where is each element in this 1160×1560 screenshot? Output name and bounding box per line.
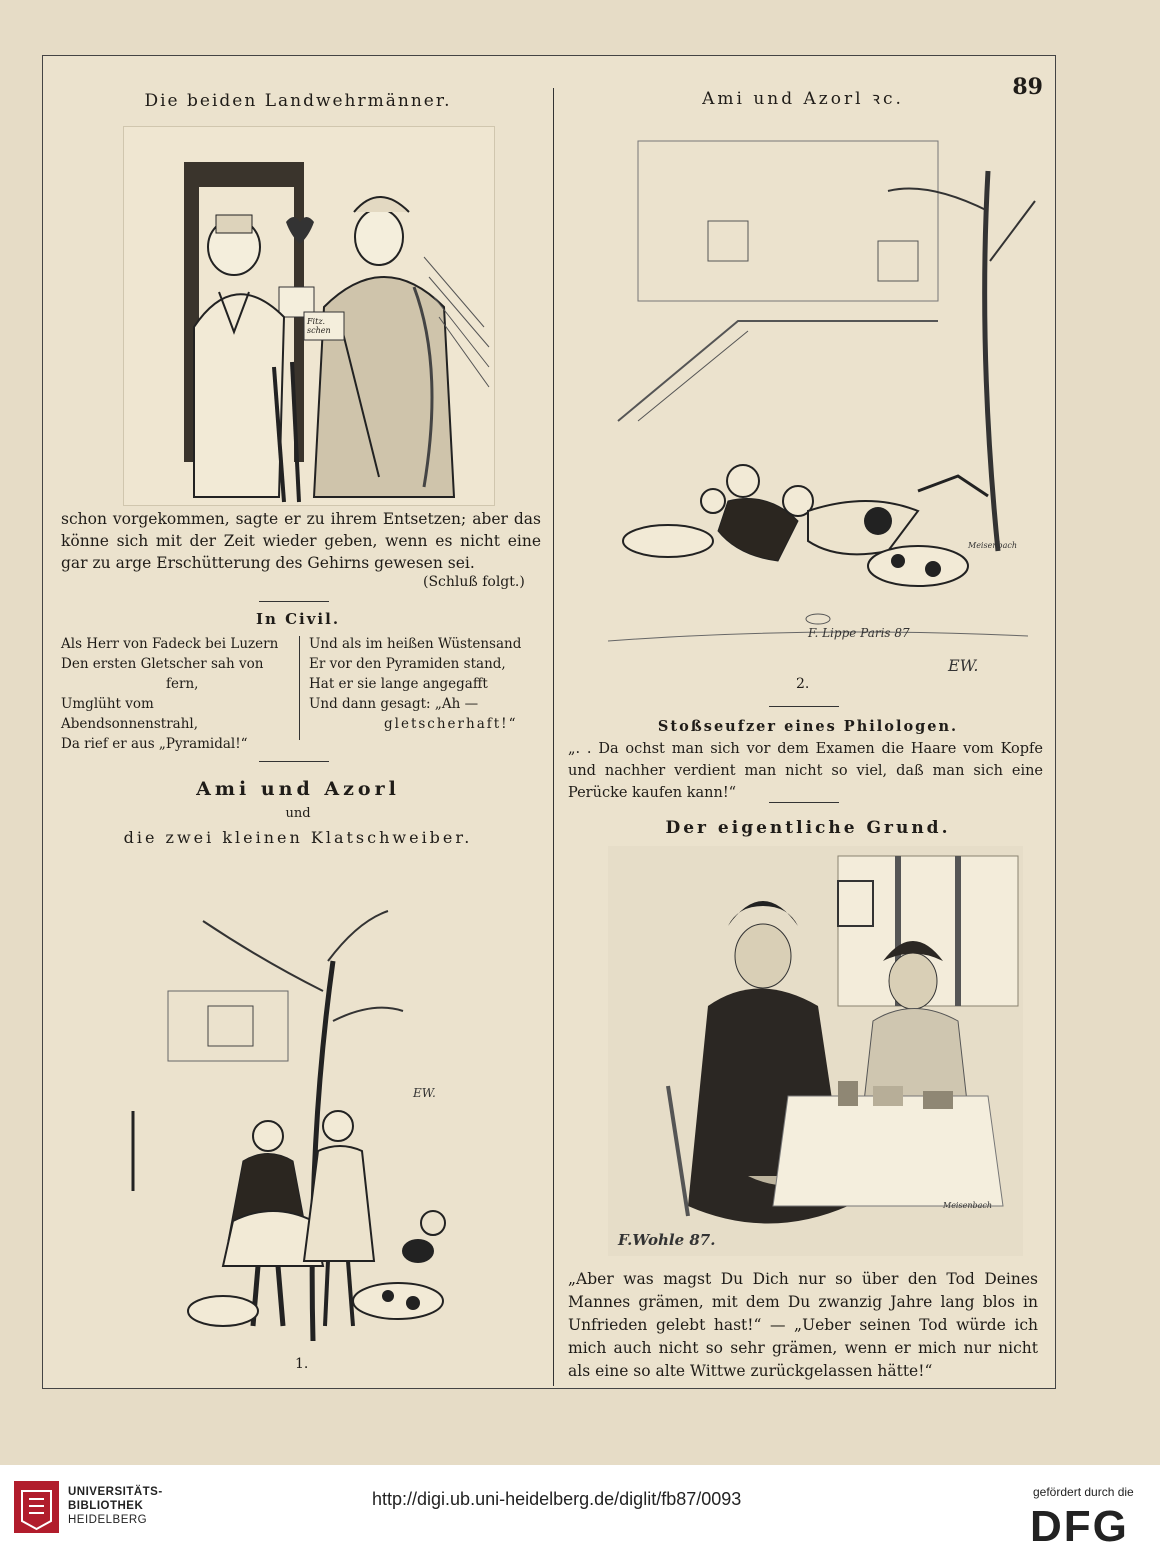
illustration-title-landwehr: Die beiden Landwehrmänner. [144, 91, 452, 111]
story-ending-paragraph: schon vorgekommen, sagte er zu ihrem Entsetzen; aber das könne sich mit der Zeit wieder geben, wenn es nicht eine gar zu arge Erschütterung des Gehirns gewesen sei. [61, 510, 541, 572]
column-divider [553, 88, 554, 1386]
reason-title: Der eigentliche Grund. [665, 818, 951, 838]
page-frame [42, 55, 1056, 1389]
illustration-1-girls [113, 871, 493, 1341]
ub-name-block [68, 1485, 163, 1527]
ami-azorl-and: und [285, 806, 311, 821]
poem-line: Umglüht vom Abendsonnenstrahl, [61, 696, 199, 732]
poem-divider [299, 636, 300, 740]
illustration-landwehrmaenner [123, 126, 495, 506]
section-rule-1 [259, 601, 329, 602]
viewer-footer [0, 1465, 1160, 1560]
landwehr-drawing [124, 127, 494, 505]
illustration-2-garden [578, 121, 1038, 675]
to-be-continued-note: (Schluß folgt.) [423, 574, 525, 590]
dfg-logo[interactable]: DFG [1030, 1502, 1129, 1551]
ub-line-2: BIBLIOTHEK [68, 1500, 144, 1512]
poem-right-stanza [309, 634, 541, 734]
ami-azorl-subtitle: die zwei kleinen Klatschweiber. [123, 828, 473, 847]
illus3-signature-meisenbach: Meisenbach [943, 1201, 992, 1210]
section-rule-2 [259, 761, 329, 762]
illus1-number: 1. [295, 1356, 309, 1372]
section-rule-3 [769, 706, 839, 707]
girls-drawing [113, 871, 493, 1341]
poem-title: In Civil. [255, 610, 341, 628]
illus3-signature-wohle: F.Wohle 87. [618, 1231, 716, 1249]
garden-drawing [578, 121, 1038, 666]
poem-line: Und als im heißen Wüstensand [309, 636, 522, 652]
poem-line: Da rief er aus „Pyramidal!“ [61, 736, 248, 752]
widows-drawing [608, 846, 1023, 1256]
illus2-signature-ew: EW. [948, 656, 979, 675]
right-column-header: Ami und Azorl ꝛc. [702, 89, 904, 109]
illus2-number: 2. [796, 676, 810, 692]
reason-text: „Aber was magst Du Dich nur so über den Tod Deines Mannes grämen, mit dem Du zwanzig Jahre lang blos in Unfrieden gelebt hast!“ — „Ueber seinen Tod würde ich mich auch nicht so sehr grämen, wenn er mich nur nicht als eine so alte Wittwe zurückgelassen hätte!“ [568, 1270, 1038, 1380]
poem-line: Den ersten Gletscher sah von [61, 656, 264, 672]
ub-heidelberg-logo[interactable] [14, 1481, 59, 1533]
sigh-title: Stoßseufzer eines Philologen. [657, 718, 959, 735]
poem-left-stanza [61, 634, 293, 754]
poem-line: Hat er sie lange angegafft [309, 676, 488, 692]
section-rule-4 [769, 802, 839, 803]
permalink-url[interactable]: http://digi.ub.uni-heidelberg.de/diglit/fb87/0093 [372, 1489, 742, 1509]
ub-seal-icon [14, 1481, 59, 1533]
poem-line: fern, [166, 676, 199, 692]
funded-by-label: gefördert durch die [1033, 1485, 1134, 1499]
sigh-text: „. . Da ochst man sich vor dem Examen die Haare vom Kopfe und nachher verdient man nicht so viel, daß man sich eine Perücke kaufen kann!“ [568, 741, 1043, 801]
door-sign-text: Fitz. schen [307, 317, 331, 335]
illus2-signature-lippe: F. Lippe Paris 87 [808, 626, 910, 640]
illus2-signature-meisenbach: Meisenbach [968, 541, 1017, 550]
poem-line: Er vor den Pyramiden stand, [309, 656, 506, 672]
ub-line-1: UNIVERSITÄTS- [68, 1486, 163, 1498]
illus1-signature: EW. [413, 1086, 436, 1100]
poem-line: Als Herr von Fadeck bei Luzern [61, 636, 279, 652]
ami-azorl-title: Ami und Azorl [196, 778, 400, 800]
poem-line: gletscherhaft!“ [384, 716, 518, 732]
poem-line: Und dann gesagt: „Ah — [309, 696, 479, 712]
ub-line-3: HEIDELBERG [68, 1514, 148, 1526]
page-number: 89 [1012, 74, 1043, 100]
illustration-3-widows [608, 846, 1023, 1256]
